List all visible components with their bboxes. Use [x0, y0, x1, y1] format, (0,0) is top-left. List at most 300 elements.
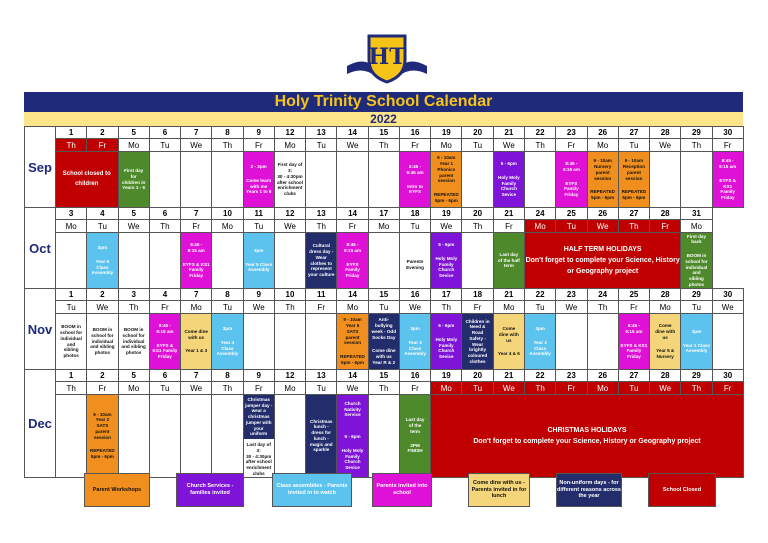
day-number: 30	[712, 289, 743, 301]
day-of-week: Th	[368, 382, 399, 395]
event-text-line: parent	[626, 169, 641, 175]
day-number: 21	[493, 370, 524, 382]
day-number: 27	[618, 127, 649, 139]
event-text-line: Year 4	[220, 339, 235, 345]
event-text-line: 3pm	[535, 326, 545, 332]
event-text-line: of the half	[497, 257, 520, 263]
day-number: 12	[274, 370, 305, 382]
event-text-line: dine with	[498, 331, 519, 337]
day-of-week: Tu	[212, 301, 243, 314]
event-cell	[368, 314, 399, 370]
event-cell	[212, 314, 243, 370]
event-text-line: and	[67, 341, 76, 347]
event-text-line: 30 - 4:30pm	[246, 453, 272, 459]
event-cell	[337, 395, 368, 478]
event-text-line: Holy Moly	[435, 336, 458, 342]
event-text-line: Year 5 Class	[245, 261, 273, 267]
event-text-line: REPEATED	[433, 192, 459, 198]
day-number: 19	[431, 208, 462, 220]
event-text-line	[525, 332, 555, 340]
day-of-week: Mo	[524, 220, 555, 233]
event-cell	[337, 314, 368, 370]
event-text-line: REPEATED	[340, 354, 365, 360]
day-of-week: Fr	[712, 139, 743, 152]
event-text-line: BOOM in	[123, 327, 144, 333]
day-of-week: Fr	[87, 139, 118, 152]
event-text-line: Class	[221, 345, 234, 351]
event-text-line: coloured	[467, 352, 488, 358]
day-number: 24	[587, 289, 618, 301]
event-text-line: us	[662, 334, 668, 340]
event-cell	[306, 395, 337, 478]
event-text-line: 9:15 am	[562, 166, 580, 172]
event-text-line: Year R & 2	[372, 359, 396, 365]
event-text-line: children in	[122, 179, 146, 185]
event-cell	[56, 314, 87, 370]
day-number: 5	[118, 127, 149, 139]
day-number: 2	[87, 127, 118, 139]
event-text-line: 9:15 am	[719, 164, 737, 170]
event-text-line: Come dine	[184, 328, 208, 334]
day-number: 1	[56, 127, 87, 139]
event-cell	[618, 314, 649, 370]
day-number: 2	[87, 370, 118, 382]
day-number: 14	[337, 289, 368, 301]
empty-day-cell	[181, 395, 212, 478]
day-number: 8	[212, 289, 243, 301]
day-number: 16	[399, 127, 430, 139]
event-text-line: Last day of 3:	[246, 442, 271, 453]
day-number: 26	[587, 370, 618, 382]
event-text-line: term	[410, 428, 421, 434]
legend-item: Parent Workshops	[84, 473, 150, 507]
event-text-line	[181, 254, 211, 262]
event-text-line: Holy Moly	[498, 174, 520, 180]
event-text-line: 3pm	[97, 245, 108, 251]
event-text-line: your uniform	[250, 425, 268, 437]
event-text-line: Last day	[499, 251, 519, 257]
day-of-week: Tu	[462, 382, 493, 395]
day-of-week: Mo	[431, 382, 462, 395]
day-number: 5	[118, 370, 149, 382]
event-text-line: dress day -	[309, 249, 334, 255]
day-number: 3	[118, 289, 149, 301]
empty-day-cell	[681, 152, 712, 208]
holiday-note: Don't forget to complete your Science, History or Geography project	[473, 437, 701, 445]
event-text-line: Year 4 & 6	[497, 351, 520, 357]
day-of-week: Fr	[181, 220, 212, 233]
day-of-week: We	[712, 301, 743, 314]
day-number: 7	[181, 289, 212, 301]
day-number: 16	[399, 289, 430, 301]
event-text-line: Church	[438, 267, 455, 273]
event-text-line	[87, 251, 117, 259]
day-number: 30	[712, 127, 743, 139]
event-text-line: Family	[188, 267, 204, 273]
event-text-line: sibling photos	[688, 275, 705, 287]
day-of-week: We	[181, 382, 212, 395]
event-text-line: Family	[564, 186, 579, 192]
event-cell	[712, 152, 743, 208]
day-of-week: Tu	[368, 301, 399, 314]
day-number: 31	[681, 208, 712, 220]
event-text-line	[337, 418, 367, 426]
day-number: 7	[181, 370, 212, 382]
event-text-line: Church	[344, 459, 361, 465]
event-text-line: Christmas	[310, 418, 333, 424]
empty-day-cell	[212, 395, 243, 478]
event-text-line: 5pm - 6pm	[622, 194, 646, 200]
day-of-week: Mo	[587, 139, 618, 152]
event-text-line: Nursery	[593, 164, 612, 170]
legend-item: Class assemblies - Parents invited in to watch	[272, 473, 352, 507]
event-text-line	[494, 167, 524, 175]
event-cell	[274, 152, 305, 208]
empty-day-cell	[149, 395, 180, 478]
day-number: 6	[149, 370, 180, 382]
empty-day-cell	[587, 314, 618, 370]
closure-block	[56, 152, 119, 208]
event-text-line: with us	[375, 354, 392, 360]
event-text-line: Assembly	[529, 351, 551, 357]
event-text-line: Class	[533, 345, 547, 351]
event-text-line: Family	[439, 342, 454, 348]
day-of-week: Fr	[618, 301, 649, 314]
event-cell	[243, 233, 274, 289]
event-text-line: Friday	[720, 194, 735, 200]
event-text-line: EYFS &	[719, 177, 736, 183]
event-text-line: 9:45 am	[406, 169, 424, 175]
day-of-week: Tu	[462, 139, 493, 152]
event-cell	[431, 233, 462, 289]
day-of-week: Th	[56, 382, 87, 395]
day-of-week: Fr	[87, 382, 118, 395]
event-text-line: 9:15 am	[625, 328, 643, 334]
event-text-line: Family	[626, 348, 642, 354]
event-text-line: brightly	[469, 347, 486, 353]
event-text-line	[400, 176, 430, 184]
day-of-week: Mo	[274, 382, 305, 395]
event-text-line: 30 - 4:30pm	[277, 173, 303, 179]
event-text-line: Family	[720, 189, 735, 195]
holiday-block	[431, 395, 744, 478]
event-text-line	[431, 329, 461, 337]
event-text-line: with us	[188, 334, 205, 340]
event-text-line: Children in	[465, 318, 490, 324]
legend-item: Church Services - families invited	[176, 473, 244, 507]
day-number: 22	[524, 127, 555, 139]
day-of-week: Mo	[118, 139, 149, 152]
day-of-week: Tu	[56, 301, 87, 314]
day-of-week: Fr	[337, 220, 368, 233]
event-text-line: 3pm	[254, 247, 264, 253]
day-of-week: Mo	[587, 382, 618, 395]
empty-day-cell	[306, 152, 337, 208]
day-number: 15	[368, 127, 399, 139]
event-text-line: Year 2	[95, 417, 110, 423]
event-text-line: First day of 3:	[277, 162, 303, 174]
day-number: 21	[493, 208, 524, 220]
day-number: 18	[462, 289, 493, 301]
event-text-line: First day back	[686, 233, 707, 245]
day-of-week: We	[337, 382, 368, 395]
event-text-line: after school	[245, 459, 272, 465]
event-text-line: Come	[658, 323, 672, 329]
day-number: 23	[556, 127, 587, 139]
day-of-week: Mo	[274, 139, 305, 152]
event-text-line: 9:15 am	[343, 247, 362, 253]
event-text-line: individual	[60, 335, 82, 341]
event-text-line: Year 1 Class	[682, 342, 710, 348]
day-of-week: We	[493, 382, 524, 395]
empty-day-cell	[368, 152, 399, 208]
event-text-line: session	[93, 434, 111, 440]
day-of-week: Tu	[149, 382, 180, 395]
day-of-week: We	[181, 139, 212, 152]
event-text-line: KS1	[723, 183, 733, 189]
day-of-week: Th	[212, 382, 243, 395]
event-text-line: after school	[276, 179, 304, 185]
event-text-line: Sevice	[439, 354, 454, 360]
event-text-line	[619, 181, 649, 189]
event-cell	[243, 395, 274, 478]
event-text-line: Nursery	[656, 354, 674, 360]
logo-monogram: HT	[368, 44, 406, 70]
day-of-week: Th	[274, 301, 305, 314]
day-number: 14	[337, 370, 368, 382]
holiday-note: Don't forget to complete your Science, History or Geography project	[525, 256, 680, 276]
event-text-line: Anti-	[378, 317, 390, 323]
day-of-week: Th	[118, 301, 149, 314]
event-text-line	[244, 170, 274, 178]
empty-day-cell	[337, 152, 368, 208]
event-text-line: session	[625, 175, 643, 181]
event-text-line: your culture	[307, 271, 335, 277]
day-number: 13	[306, 208, 337, 220]
event-text-line: school for	[685, 258, 708, 264]
empty-day-cell	[274, 314, 305, 370]
day-of-week: Mo	[368, 220, 399, 233]
day-of-week: Tu	[399, 220, 430, 233]
day-number: 23	[556, 289, 587, 301]
event-text-line: Family	[501, 180, 517, 186]
event-text-line: 9 - 10am	[343, 317, 362, 323]
empty-day-cell	[524, 152, 555, 208]
event-text-line: 5 - 6pm	[344, 434, 361, 440]
event-text-line: Safety -	[469, 335, 486, 341]
event-text-line: Friday	[158, 354, 172, 360]
event-text-line	[494, 343, 524, 351]
day-of-week: Th	[681, 139, 712, 152]
event-text-line: Assembly	[91, 270, 114, 276]
event-text-line: photos	[63, 352, 79, 358]
event-text-line: Evening	[406, 264, 424, 270]
event-text-line: EYFS	[346, 261, 359, 267]
day-number: 30	[712, 370, 743, 382]
event-text-line: Road	[471, 330, 484, 336]
event-text-line: photos	[126, 350, 142, 356]
event-text-line: 5pm - 6pm	[341, 359, 365, 365]
event-text-line: Years 1 - 6	[122, 185, 146, 191]
day-of-week: Tu	[681, 301, 712, 314]
day-number: 17	[368, 208, 399, 220]
calendar-year: 2022	[24, 112, 743, 126]
day-of-week: We	[399, 301, 430, 314]
day-of-week: We	[650, 139, 681, 152]
event-cell	[399, 395, 430, 478]
event-cell	[337, 233, 368, 289]
calendar-grid	[24, 126, 744, 478]
day-of-week: Th	[431, 301, 462, 314]
day-of-week: Th	[524, 139, 555, 152]
day-number: 28	[650, 370, 681, 382]
event-text-line: 3pm	[691, 328, 702, 334]
event-text-line: lunch -	[313, 424, 329, 430]
day-of-week: Tu	[618, 382, 649, 395]
event-text-line: Year 1	[439, 161, 454, 167]
day-of-week: We	[87, 301, 118, 314]
event-text-line	[244, 254, 274, 262]
day-number: 14	[337, 127, 368, 139]
event-cell	[87, 395, 118, 478]
event-text-line: clubs	[283, 190, 296, 196]
event-text-line: BOOM in	[61, 324, 81, 330]
day-of-week: Th	[149, 220, 180, 233]
event-text-line: jumper with	[245, 419, 272, 425]
day-of-week: Mo	[681, 220, 712, 233]
day-number: 29	[681, 127, 712, 139]
day-number: 25	[618, 289, 649, 301]
day-number: 10	[212, 208, 243, 220]
event-text-line: wear a	[251, 408, 266, 414]
event-text-line: term	[503, 263, 514, 269]
day-of-week: Tu	[306, 382, 337, 395]
event-text-line: represent	[310, 266, 332, 272]
event-text-line: Class	[408, 345, 422, 351]
event-text-line: school for	[91, 332, 114, 338]
event-text-line: Service	[344, 412, 361, 418]
event-text-line: 9 - 10am	[437, 155, 456, 161]
event-text-line: and sibling	[121, 344, 146, 350]
day-of-week: Fr	[306, 301, 337, 314]
day-number: 8	[212, 127, 243, 139]
empty-day-cell	[56, 233, 87, 289]
day-number: 19	[431, 370, 462, 382]
event-text-line: Friday	[627, 354, 641, 360]
empty-day-cell	[56, 395, 87, 478]
event-text-line: week - Odd	[371, 328, 397, 334]
day-of-week: We	[243, 301, 274, 314]
event-text-line: 8:45 -	[346, 242, 359, 248]
event-text-line: 9 - 10am	[593, 158, 612, 164]
day-of-week: Tu	[149, 139, 180, 152]
event-text-line: BOOM in	[686, 253, 707, 259]
day-of-week: Fr	[493, 220, 524, 233]
day-of-week: We	[493, 139, 524, 152]
day-number: 14	[337, 208, 368, 220]
empty-day-cell	[462, 152, 493, 208]
empty-day-cell	[274, 395, 305, 478]
event-text-line: Socks Day	[372, 334, 396, 340]
event-text-line	[181, 340, 211, 348]
calendar	[24, 92, 743, 478]
day-number: 29	[681, 370, 712, 382]
event-text-line: Sevice	[345, 464, 360, 470]
day-of-week: Th	[56, 139, 87, 152]
day-of-week: Fr	[243, 139, 274, 152]
day-number: 1	[56, 289, 87, 301]
event-text-line: Class	[96, 264, 109, 270]
day-number: 22	[524, 289, 555, 301]
event-text-line: Wear	[472, 341, 484, 347]
event-text-line: Need &	[469, 324, 486, 330]
event-text-line	[337, 346, 367, 354]
day-number: 26	[587, 208, 618, 220]
event-text-line: 5pm - 6pm	[591, 194, 615, 200]
empty-day-cell	[274, 233, 305, 289]
event-text-line: EYFS	[565, 180, 578, 186]
day-of-week: Tu	[306, 139, 337, 152]
event-text-line	[337, 426, 367, 434]
event-text-line: Assembly	[216, 351, 239, 357]
event-text-line: 8:45 -	[409, 164, 422, 170]
day-number: 25	[556, 208, 587, 220]
day-number: 9	[243, 289, 274, 301]
school-crest-logo	[345, 30, 429, 84]
event-text-line: parent	[95, 428, 110, 434]
day-number: 12	[274, 127, 305, 139]
event-text-line: photos	[94, 350, 111, 356]
event-text-line: 5pm - 6pm	[90, 454, 114, 460]
day-of-week: Th	[618, 220, 649, 233]
event-text-line	[337, 254, 367, 262]
event-text-line: 5 - 6pm	[438, 323, 455, 329]
event-text-line: Family	[439, 261, 454, 267]
day-of-week: Fr	[399, 139, 430, 152]
legend-item: Parents invited into school	[372, 473, 432, 507]
day-number: 21	[493, 289, 524, 301]
event-text-line: dress for	[311, 430, 332, 436]
event-cell	[556, 152, 587, 208]
event-text-line	[556, 173, 586, 181]
day-of-week: Fr	[712, 382, 743, 395]
day-of-week: We	[337, 139, 368, 152]
holiday-title: CHRISTMAS HOLIDAYS	[547, 426, 627, 434]
day-number: 15	[368, 289, 399, 301]
day-of-week: We	[431, 220, 462, 233]
event-cell	[431, 152, 462, 208]
month-label: Sep	[25, 127, 56, 208]
event-text-line: Friday	[564, 192, 579, 198]
event-text-line: EYFS	[409, 189, 422, 195]
event-text-line: sparkle	[313, 447, 330, 453]
day-number: 5	[118, 208, 149, 220]
legend-item: Non-uniform days - for different reasons across the year	[556, 473, 622, 507]
day-number: 23	[556, 370, 587, 382]
day-of-week: Mo	[493, 301, 524, 314]
day-number: 13	[306, 127, 337, 139]
empty-day-cell	[118, 395, 149, 478]
month-label: Dec	[25, 370, 56, 478]
event-cell	[431, 314, 462, 370]
event-text-line: EYFS &	[156, 342, 174, 348]
event-text-line: Friday	[345, 273, 360, 279]
event-text-line: school for	[60, 330, 83, 336]
event-text-line: 2PM	[410, 442, 420, 448]
event-cell	[681, 233, 712, 289]
day-of-week: Th	[368, 139, 399, 152]
event-text-line: session	[594, 175, 612, 181]
